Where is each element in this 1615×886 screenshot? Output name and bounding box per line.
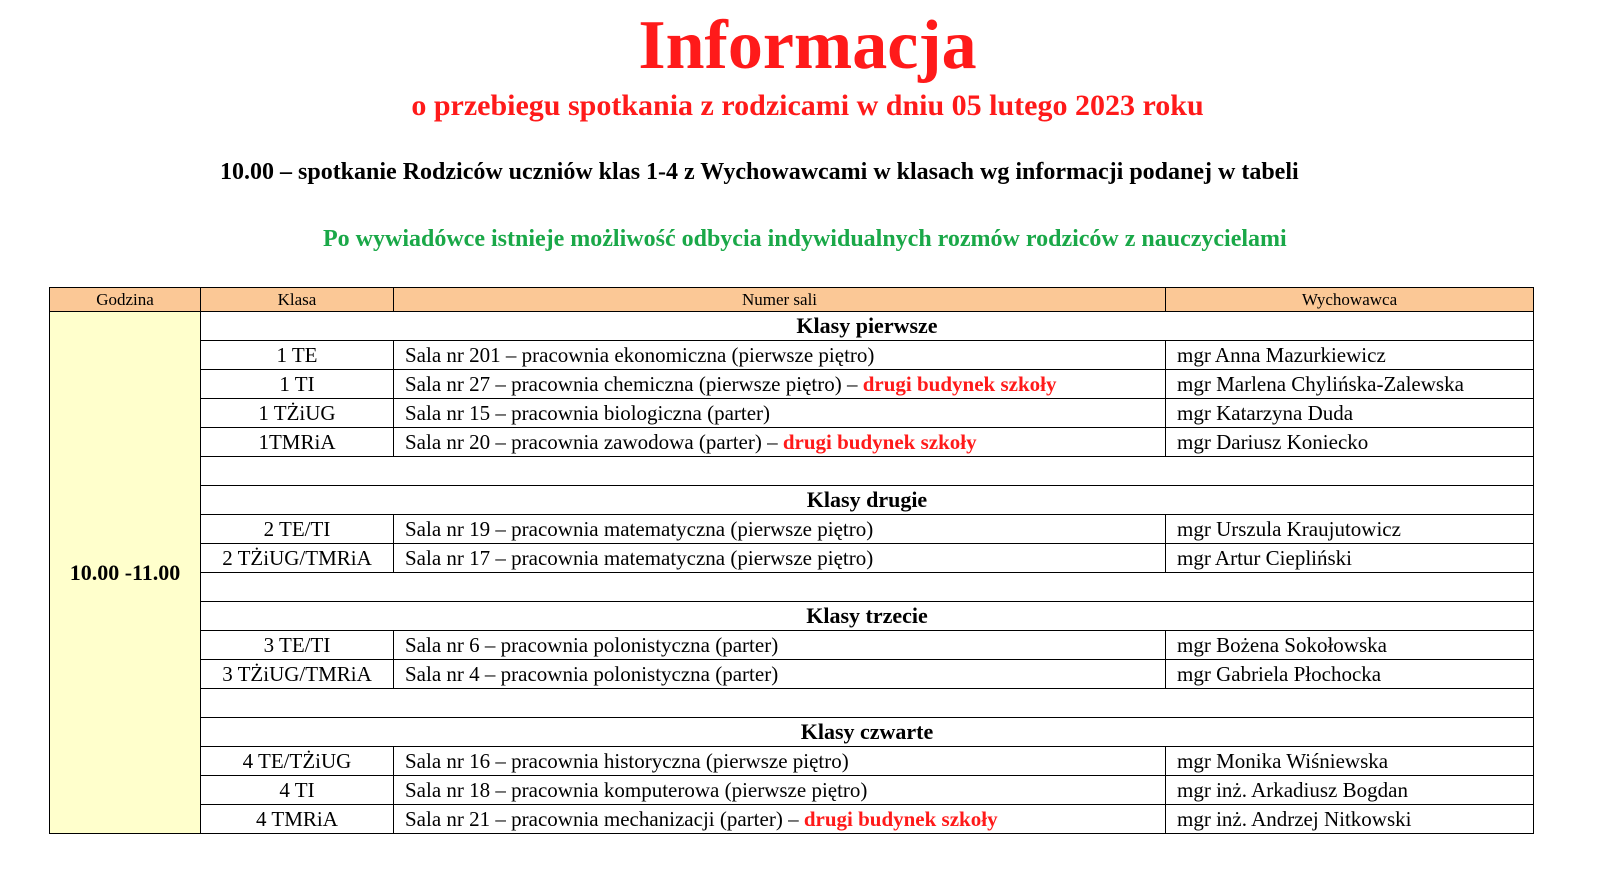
individual-talks-note: Po wywiadówce istnieje możliwość odbycia indywidualnych rozmów rodziców z nauczycielami (323, 226, 1287, 252)
class-cell: 4 TI (201, 776, 394, 805)
room-text: Sala nr 15 – pracownia biologiczna (parter) (405, 400, 771, 425)
second-building-note: drugi budynek szkoły (862, 371, 1057, 396)
room-cell (394, 399, 1166, 428)
room-text: Sala nr 27 – pracownia chemiczna (pierwsze piętro) – (405, 371, 863, 396)
page-subtitle: o przebiegu spotkania z rodzicami w dniu 05 lutego 2023 roku (411, 89, 1204, 122)
teacher-cell: mgr Dariusz Koniecko (1166, 428, 1534, 457)
hour-cell: 10.00 -11.00 (50, 312, 201, 834)
class-cell: 2 TE/TI (201, 515, 394, 544)
class-cell: 1 TI (201, 370, 394, 399)
spacer-cell (201, 457, 1534, 486)
spacer-cell (201, 573, 1534, 602)
room-text: Sala nr 18 – pracownia komputerowa (pierwsze piętro) (405, 777, 868, 802)
section-row (50, 312, 1534, 341)
room-text: Sala nr 21 – pracownia mechanizacji (parter) – (405, 806, 804, 831)
teacher-cell: mgr Katarzyna Duda (1166, 399, 1534, 428)
teacher-cell: mgr inż. Andrzej Nitkowski (1166, 805, 1534, 834)
table-row (50, 428, 1534, 457)
teacher-cell: mgr inż. Arkadiusz Bogdan (1166, 776, 1534, 805)
room-text: Sala nr 201 – pracownia ekonomiczna (pierwsze piętro) (405, 342, 875, 367)
table-row (50, 370, 1534, 399)
section-row (50, 486, 1534, 515)
room-text: Sala nr 6 – pracownia polonistyczna (parter) (405, 632, 779, 657)
room-text: Sala nr 20 – pracownia zawodowa (parter) – (405, 429, 783, 454)
teacher-cell: mgr Artur Ciepliński (1166, 544, 1534, 573)
room-text: Sala nr 4 – pracownia polonistyczna (parter) (405, 661, 779, 686)
room-cell (394, 776, 1166, 805)
section-row (50, 602, 1534, 631)
class-cell: 3 TE/TI (201, 631, 394, 660)
header-class: Klasa (201, 288, 394, 312)
room-cell (394, 370, 1166, 399)
page-title: Informacja (638, 7, 977, 84)
table-header-row (50, 288, 1534, 312)
table-row (50, 544, 1534, 573)
table-row (50, 631, 1534, 660)
table-row (50, 776, 1534, 805)
room-cell (394, 341, 1166, 370)
second-building-note: drugi budynek szkoły (782, 429, 977, 454)
section-title: Klasy drugie (201, 486, 1534, 515)
class-cell: 3 TŻiUG/TMRiA (201, 660, 394, 689)
room-cell (394, 747, 1166, 776)
room-text: Sala nr 17 – pracownia matematyczna (pierwsze piętro) (405, 545, 874, 570)
second-building-note: drugi budynek szkoły (803, 806, 998, 831)
header-room: Numer sali (394, 288, 1166, 312)
teacher-cell: mgr Urszula Kraujutowicz (1166, 515, 1534, 544)
class-cell: 1 TE (201, 341, 394, 370)
teacher-cell: mgr Gabriela Płochocka (1166, 660, 1534, 689)
room-cell (394, 660, 1166, 689)
schedule-table (49, 287, 1534, 834)
header-teacher: Wychowawca (1166, 288, 1534, 312)
room-text: Sala nr 19 – pracownia matematyczna (pierwsze piętro) (405, 516, 874, 541)
table-row (50, 747, 1534, 776)
table-row (50, 341, 1534, 370)
spacer-row (50, 457, 1534, 486)
room-cell (394, 544, 1166, 573)
room-text: Sala nr 16 – pracownia historyczna (pierwsze piętro) (405, 748, 849, 773)
room-cell (394, 515, 1166, 544)
class-cell: 4 TE/TŻiUG (201, 747, 394, 776)
table-row (50, 399, 1534, 428)
class-cell: 1TMRiA (201, 428, 394, 457)
teacher-cell: mgr Marlena Chylińska-Zalewska (1166, 370, 1534, 399)
spacer-row (50, 573, 1534, 602)
teacher-cell: mgr Monika Wiśniewska (1166, 747, 1534, 776)
section-title: Klasy czwarte (201, 718, 1534, 747)
spacer-cell (201, 689, 1534, 718)
meeting-info-line: 10.00 – spotkanie Rodziców uczniów klas 1-4 z Wychowawcami w klasach wg informacji podanej w tabeli (220, 159, 1299, 185)
section-title: Klasy pierwsze (201, 312, 1534, 341)
room-cell (394, 631, 1166, 660)
class-cell: 2 TŻiUG/TMRiA (201, 544, 394, 573)
teacher-cell: mgr Bożena Sokołowska (1166, 631, 1534, 660)
section-title: Klasy trzecie (201, 602, 1534, 631)
room-cell (394, 428, 1166, 457)
table-row (50, 660, 1534, 689)
teacher-cell: mgr Anna Mazurkiewicz (1166, 341, 1534, 370)
spacer-row (50, 689, 1534, 718)
class-cell: 4 TMRiA (201, 805, 394, 834)
table-row (50, 805, 1534, 834)
section-row (50, 718, 1534, 747)
table-row (50, 515, 1534, 544)
class-cell: 1 TŻiUG (201, 399, 394, 428)
room-cell (394, 805, 1166, 834)
header-hour: Godzina (50, 288, 201, 312)
